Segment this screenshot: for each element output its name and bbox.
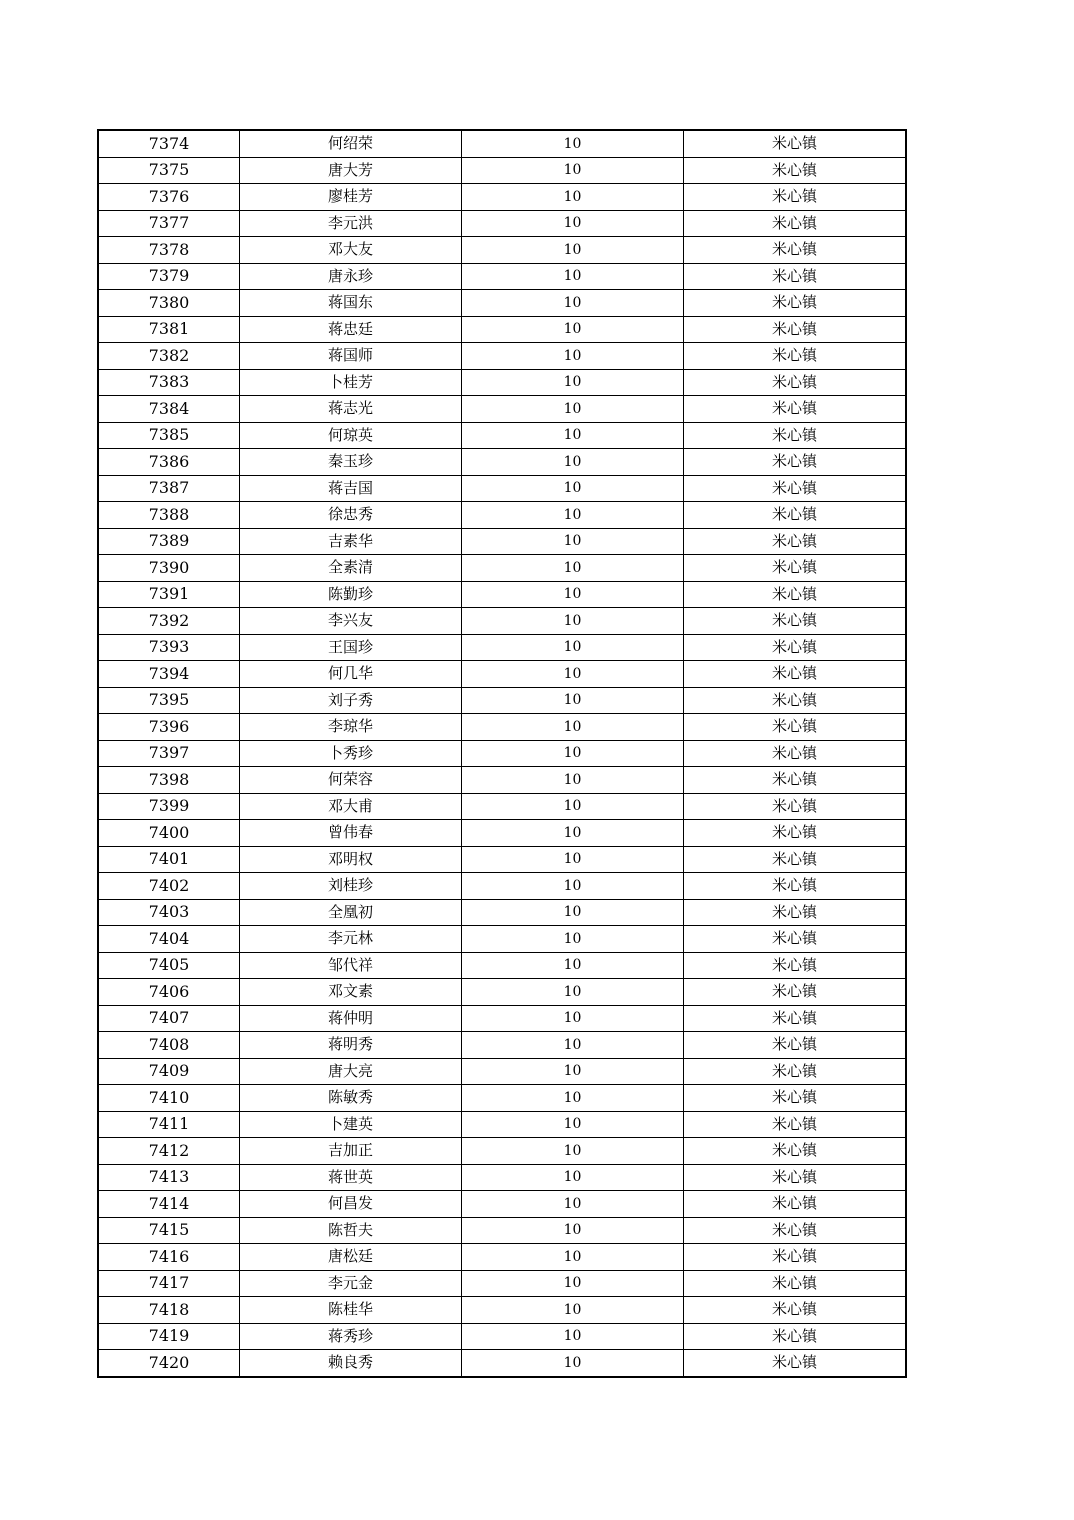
row-id-cell: 7416	[98, 1244, 240, 1271]
table-row	[98, 873, 906, 900]
row-id-cell: 7419	[98, 1323, 240, 1350]
amount-cell: 10	[462, 1085, 684, 1112]
amount-cell: 10	[462, 714, 684, 741]
table-row	[98, 1138, 906, 1165]
row-id-cell: 7378	[98, 237, 240, 264]
row-id-cell: 7398	[98, 767, 240, 794]
name-cell: 李元金	[240, 1270, 462, 1297]
amount-cell: 10	[462, 1350, 684, 1377]
table-row	[98, 157, 906, 184]
row-id-cell: 7411	[98, 1111, 240, 1138]
table-row	[98, 687, 906, 714]
town-cell: 米心镇	[684, 634, 907, 661]
name-cell: 刘桂珍	[240, 873, 462, 900]
amount-cell: 10	[462, 926, 684, 953]
town-cell: 米心镇	[684, 237, 907, 264]
table-row	[98, 846, 906, 873]
name-cell: 吉加正	[240, 1138, 462, 1165]
row-id-cell: 7399	[98, 793, 240, 820]
table-row	[98, 290, 906, 317]
table-row	[98, 952, 906, 979]
row-id-cell: 7381	[98, 316, 240, 343]
table-row	[98, 1164, 906, 1191]
amount-cell: 10	[462, 1270, 684, 1297]
amount-cell: 10	[462, 1032, 684, 1059]
name-cell: 徐忠秀	[240, 502, 462, 529]
town-cell: 米心镇	[684, 422, 907, 449]
name-cell: 何琼英	[240, 422, 462, 449]
town-cell: 米心镇	[684, 1032, 907, 1059]
table-row	[98, 820, 906, 847]
town-cell: 米心镇	[684, 369, 907, 396]
amount-cell: 10	[462, 1138, 684, 1165]
table-row	[98, 422, 906, 449]
row-id-cell: 7393	[98, 634, 240, 661]
town-cell: 米心镇	[684, 873, 907, 900]
amount-cell: 10	[462, 846, 684, 873]
table-row	[98, 926, 906, 953]
town-cell: 米心镇	[684, 820, 907, 847]
name-cell: 秦玉珍	[240, 449, 462, 476]
table-body	[98, 130, 906, 1377]
town-cell: 米心镇	[684, 555, 907, 582]
name-cell: 陈敏秀	[240, 1085, 462, 1112]
amount-cell: 10	[462, 475, 684, 502]
town-cell: 米心镇	[684, 528, 907, 555]
row-id-cell: 7406	[98, 979, 240, 1006]
row-id-cell: 7403	[98, 899, 240, 926]
name-cell: 邓大友	[240, 237, 462, 264]
row-id-cell: 7417	[98, 1270, 240, 1297]
town-cell: 米心镇	[684, 502, 907, 529]
name-cell: 吉素华	[240, 528, 462, 555]
row-id-cell: 7400	[98, 820, 240, 847]
town-cell: 米心镇	[684, 1323, 907, 1350]
table-row	[98, 237, 906, 264]
town-cell: 米心镇	[684, 290, 907, 317]
name-cell: 邓明权	[240, 846, 462, 873]
amount-cell: 10	[462, 634, 684, 661]
table-row	[98, 1058, 906, 1085]
row-id-cell: 7413	[98, 1164, 240, 1191]
amount-cell: 10	[462, 820, 684, 847]
table-row	[98, 1270, 906, 1297]
name-cell: 廖桂芳	[240, 184, 462, 211]
table-row	[98, 210, 906, 237]
amount-cell: 10	[462, 422, 684, 449]
amount-cell: 10	[462, 1297, 684, 1324]
town-cell: 米心镇	[684, 846, 907, 873]
amount-cell: 10	[462, 449, 684, 476]
town-cell: 米心镇	[684, 1297, 907, 1324]
town-cell: 米心镇	[684, 661, 907, 688]
town-cell: 米心镇	[684, 157, 907, 184]
row-id-cell: 7389	[98, 528, 240, 555]
name-cell: 蒋国师	[240, 343, 462, 370]
table-row	[98, 661, 906, 688]
town-cell: 米心镇	[684, 1138, 907, 1165]
town-cell: 米心镇	[684, 767, 907, 794]
name-cell: 卜桂芳	[240, 369, 462, 396]
row-id-cell: 7420	[98, 1350, 240, 1377]
table-row	[98, 793, 906, 820]
table-row	[98, 1297, 906, 1324]
name-cell: 蒋国东	[240, 290, 462, 317]
table-row	[98, 1350, 906, 1377]
town-cell: 米心镇	[684, 687, 907, 714]
table-row	[98, 316, 906, 343]
name-cell: 全凰初	[240, 899, 462, 926]
town-cell: 米心镇	[684, 952, 907, 979]
row-id-cell: 7394	[98, 661, 240, 688]
row-id-cell: 7377	[98, 210, 240, 237]
amount-cell: 10	[462, 157, 684, 184]
town-cell: 米心镇	[684, 210, 907, 237]
town-cell: 米心镇	[684, 1217, 907, 1244]
amount-cell: 10	[462, 581, 684, 608]
amount-cell: 10	[462, 767, 684, 794]
name-cell: 邓大甫	[240, 793, 462, 820]
table-row	[98, 130, 906, 157]
amount-cell: 10	[462, 873, 684, 900]
row-id-cell: 7412	[98, 1138, 240, 1165]
amount-cell: 10	[462, 184, 684, 211]
town-cell: 米心镇	[684, 130, 907, 157]
amount-cell: 10	[462, 369, 684, 396]
row-id-cell: 7418	[98, 1297, 240, 1324]
name-cell: 唐大亮	[240, 1058, 462, 1085]
amount-cell: 10	[462, 1058, 684, 1085]
row-id-cell: 7409	[98, 1058, 240, 1085]
name-cell: 何昌发	[240, 1191, 462, 1218]
table-row	[98, 396, 906, 423]
table-row	[98, 899, 906, 926]
row-id-cell: 7390	[98, 555, 240, 582]
town-cell: 米心镇	[684, 1005, 907, 1032]
amount-cell: 10	[462, 290, 684, 317]
row-id-cell: 7374	[98, 130, 240, 157]
amount-cell: 10	[462, 263, 684, 290]
table-row	[98, 767, 906, 794]
amount-cell: 10	[462, 130, 684, 157]
row-id-cell: 7387	[98, 475, 240, 502]
town-cell: 米心镇	[684, 1164, 907, 1191]
name-cell: 全素清	[240, 555, 462, 582]
town-cell: 米心镇	[684, 316, 907, 343]
town-cell: 米心镇	[684, 184, 907, 211]
town-cell: 米心镇	[684, 1350, 907, 1377]
town-cell: 米心镇	[684, 1111, 907, 1138]
table-row	[98, 1217, 906, 1244]
amount-cell: 10	[462, 1244, 684, 1271]
town-cell: 米心镇	[684, 475, 907, 502]
amount-cell: 10	[462, 661, 684, 688]
table-row	[98, 581, 906, 608]
table-row	[98, 1244, 906, 1271]
town-cell: 米心镇	[684, 926, 907, 953]
town-cell: 米心镇	[684, 343, 907, 370]
name-cell: 卜秀珍	[240, 740, 462, 767]
name-cell: 蒋忠廷	[240, 316, 462, 343]
name-cell: 蒋秀珍	[240, 1323, 462, 1350]
amount-cell: 10	[462, 793, 684, 820]
amount-cell: 10	[462, 316, 684, 343]
table-row	[98, 263, 906, 290]
name-cell: 蒋世英	[240, 1164, 462, 1191]
table-row	[98, 343, 906, 370]
table-row	[98, 608, 906, 635]
data-table	[97, 129, 907, 1378]
table-row	[98, 475, 906, 502]
row-id-cell: 7395	[98, 687, 240, 714]
town-cell: 米心镇	[684, 1270, 907, 1297]
row-id-cell: 7402	[98, 873, 240, 900]
row-id-cell: 7375	[98, 157, 240, 184]
table-row	[98, 740, 906, 767]
table-row	[98, 1032, 906, 1059]
row-id-cell: 7405	[98, 952, 240, 979]
amount-cell: 10	[462, 740, 684, 767]
table-row	[98, 369, 906, 396]
amount-cell: 10	[462, 952, 684, 979]
row-id-cell: 7391	[98, 581, 240, 608]
amount-cell: 10	[462, 528, 684, 555]
amount-cell: 10	[462, 1323, 684, 1350]
amount-cell: 10	[462, 979, 684, 1006]
row-id-cell: 7397	[98, 740, 240, 767]
row-id-cell: 7414	[98, 1191, 240, 1218]
name-cell: 李元林	[240, 926, 462, 953]
row-id-cell: 7386	[98, 449, 240, 476]
name-cell: 赖良秀	[240, 1350, 462, 1377]
table-row	[98, 449, 906, 476]
name-cell: 李元洪	[240, 210, 462, 237]
name-cell: 卜建英	[240, 1111, 462, 1138]
table-row	[98, 502, 906, 529]
row-id-cell: 7392	[98, 608, 240, 635]
row-id-cell: 7396	[98, 714, 240, 741]
row-id-cell: 7404	[98, 926, 240, 953]
table-row	[98, 528, 906, 555]
row-id-cell: 7383	[98, 369, 240, 396]
name-cell: 蒋志光	[240, 396, 462, 423]
table-row	[98, 1191, 906, 1218]
table-row	[98, 979, 906, 1006]
name-cell: 陈勤珍	[240, 581, 462, 608]
row-id-cell: 7385	[98, 422, 240, 449]
town-cell: 米心镇	[684, 1085, 907, 1112]
town-cell: 米心镇	[684, 1058, 907, 1085]
name-cell: 何荣容	[240, 767, 462, 794]
table-row	[98, 1111, 906, 1138]
name-cell: 曾伟春	[240, 820, 462, 847]
town-cell: 米心镇	[684, 581, 907, 608]
town-cell: 米心镇	[684, 714, 907, 741]
amount-cell: 10	[462, 687, 684, 714]
name-cell: 邓文素	[240, 979, 462, 1006]
amount-cell: 10	[462, 1217, 684, 1244]
name-cell: 蒋仲明	[240, 1005, 462, 1032]
amount-cell: 10	[462, 1005, 684, 1032]
table-row	[98, 555, 906, 582]
name-cell: 何几华	[240, 661, 462, 688]
amount-cell: 10	[462, 899, 684, 926]
row-id-cell: 7380	[98, 290, 240, 317]
row-id-cell: 7376	[98, 184, 240, 211]
amount-cell: 10	[462, 1164, 684, 1191]
table-row	[98, 1085, 906, 1112]
table-row	[98, 184, 906, 211]
name-cell: 蒋吉国	[240, 475, 462, 502]
town-cell: 米心镇	[684, 793, 907, 820]
row-id-cell: 7382	[98, 343, 240, 370]
town-cell: 米心镇	[684, 1191, 907, 1218]
amount-cell: 10	[462, 1111, 684, 1138]
table-row	[98, 1323, 906, 1350]
row-id-cell: 7408	[98, 1032, 240, 1059]
amount-cell: 10	[462, 502, 684, 529]
name-cell: 李兴友	[240, 608, 462, 635]
name-cell: 唐松廷	[240, 1244, 462, 1271]
amount-cell: 10	[462, 555, 684, 582]
name-cell: 陈哲夫	[240, 1217, 462, 1244]
amount-cell: 10	[462, 608, 684, 635]
name-cell: 唐永珍	[240, 263, 462, 290]
table-row	[98, 634, 906, 661]
row-id-cell: 7407	[98, 1005, 240, 1032]
town-cell: 米心镇	[684, 449, 907, 476]
town-cell: 米心镇	[684, 979, 907, 1006]
row-id-cell: 7388	[98, 502, 240, 529]
name-cell: 李琼华	[240, 714, 462, 741]
town-cell: 米心镇	[684, 1244, 907, 1271]
town-cell: 米心镇	[684, 899, 907, 926]
table-row	[98, 1005, 906, 1032]
amount-cell: 10	[462, 1191, 684, 1218]
name-cell: 陈桂华	[240, 1297, 462, 1324]
town-cell: 米心镇	[684, 396, 907, 423]
row-id-cell: 7415	[98, 1217, 240, 1244]
amount-cell: 10	[462, 343, 684, 370]
row-id-cell: 7410	[98, 1085, 240, 1112]
name-cell: 王国珍	[240, 634, 462, 661]
town-cell: 米心镇	[684, 263, 907, 290]
amount-cell: 10	[462, 396, 684, 423]
row-id-cell: 7384	[98, 396, 240, 423]
town-cell: 米心镇	[684, 608, 907, 635]
name-cell: 何绍荣	[240, 130, 462, 157]
table-row	[98, 714, 906, 741]
town-cell: 米心镇	[684, 740, 907, 767]
row-id-cell: 7401	[98, 846, 240, 873]
name-cell: 蒋明秀	[240, 1032, 462, 1059]
row-id-cell: 7379	[98, 263, 240, 290]
amount-cell: 10	[462, 237, 684, 264]
name-cell: 唐大芳	[240, 157, 462, 184]
amount-cell: 10	[462, 210, 684, 237]
name-cell: 刘子秀	[240, 687, 462, 714]
name-cell: 邹代祥	[240, 952, 462, 979]
